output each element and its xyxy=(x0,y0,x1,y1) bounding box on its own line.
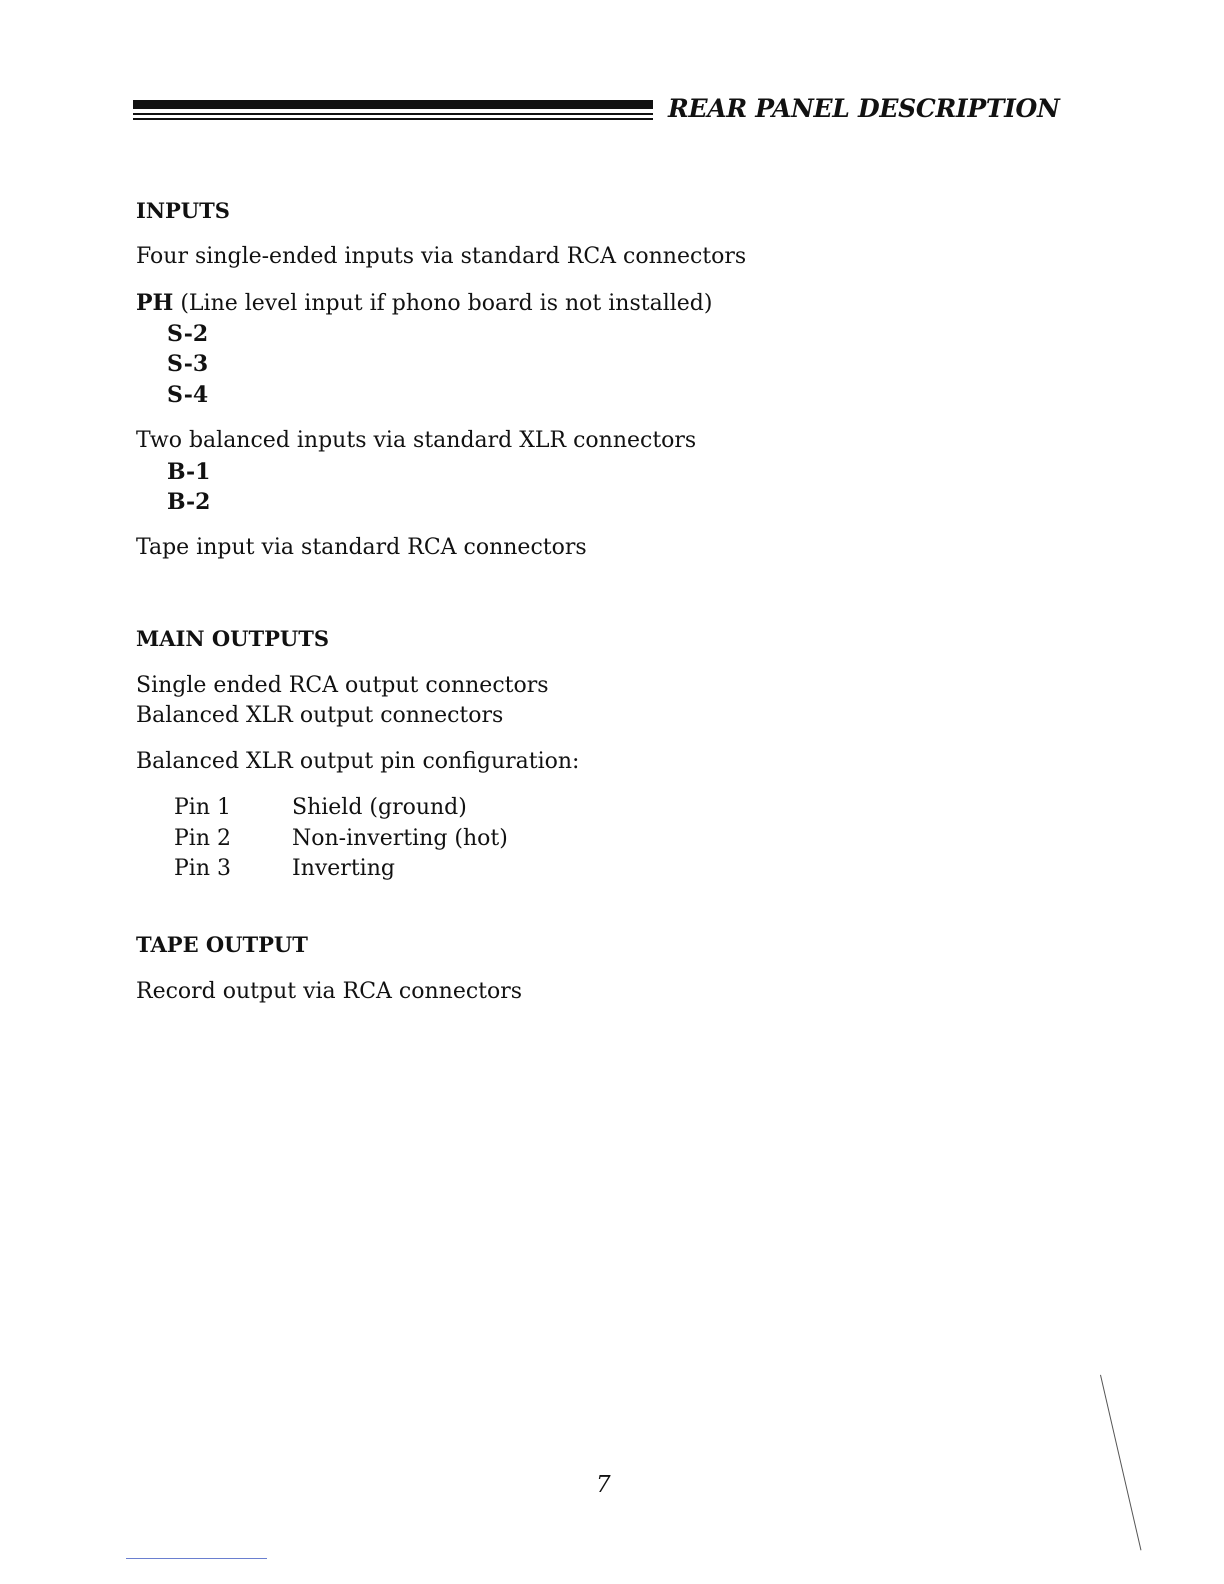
pin-1-label: Pin 1 xyxy=(174,795,231,820)
pin-3-label: Pin 3 xyxy=(174,856,231,881)
pin-2-label: Pin 2 xyxy=(174,826,231,851)
main-outputs-heading: MAIN OUTPUTS xyxy=(136,626,329,651)
page-header-title: REAR PANEL DESCRIPTION xyxy=(668,94,1060,123)
header-rule-thin xyxy=(133,113,653,115)
scan-artifact-underline xyxy=(126,1558,267,1559)
pin-1-desc: Shield (ground) xyxy=(292,795,467,820)
main-outputs-line-2: Balanced XLR output connectors xyxy=(136,703,504,728)
ph-note: (Line level input if phono board is not installed) xyxy=(173,291,713,316)
header-rule-thin xyxy=(133,118,653,120)
input-item-b2: B-2 xyxy=(167,489,211,515)
pin-config-intro: Balanced XLR output pin configuration: xyxy=(136,749,580,774)
ph-label: PH xyxy=(136,290,174,316)
single-ended-intro: Four single-ended inputs via standard RCA connectors xyxy=(136,244,747,269)
tape-input-line: Tape input via standard RCA connectors xyxy=(136,535,587,560)
pin-2-desc: Non-inverting (hot) xyxy=(292,826,508,851)
input-item-s4: S-4 xyxy=(167,382,209,408)
header-rule-thick xyxy=(133,100,653,109)
balanced-intro: Two balanced inputs via standard XLR connectors xyxy=(136,428,697,453)
header-rule xyxy=(133,98,653,124)
inputs-heading: INPUTS xyxy=(136,198,230,223)
input-item-b1: B-1 xyxy=(167,459,211,485)
scan-artifact-line xyxy=(1100,1375,1141,1551)
tape-output-heading: TAPE OUTPUT xyxy=(136,932,308,957)
pin-3-desc: Inverting xyxy=(292,856,395,881)
ph-input-line xyxy=(136,290,712,316)
main-outputs-line-1: Single ended RCA output connectors xyxy=(136,673,549,698)
input-item-s3: S-3 xyxy=(167,351,209,377)
input-item-s2: S-2 xyxy=(167,321,209,347)
tape-output-line-1: Record output via RCA connectors xyxy=(136,979,523,1004)
page-number: 7 xyxy=(596,1472,611,1498)
